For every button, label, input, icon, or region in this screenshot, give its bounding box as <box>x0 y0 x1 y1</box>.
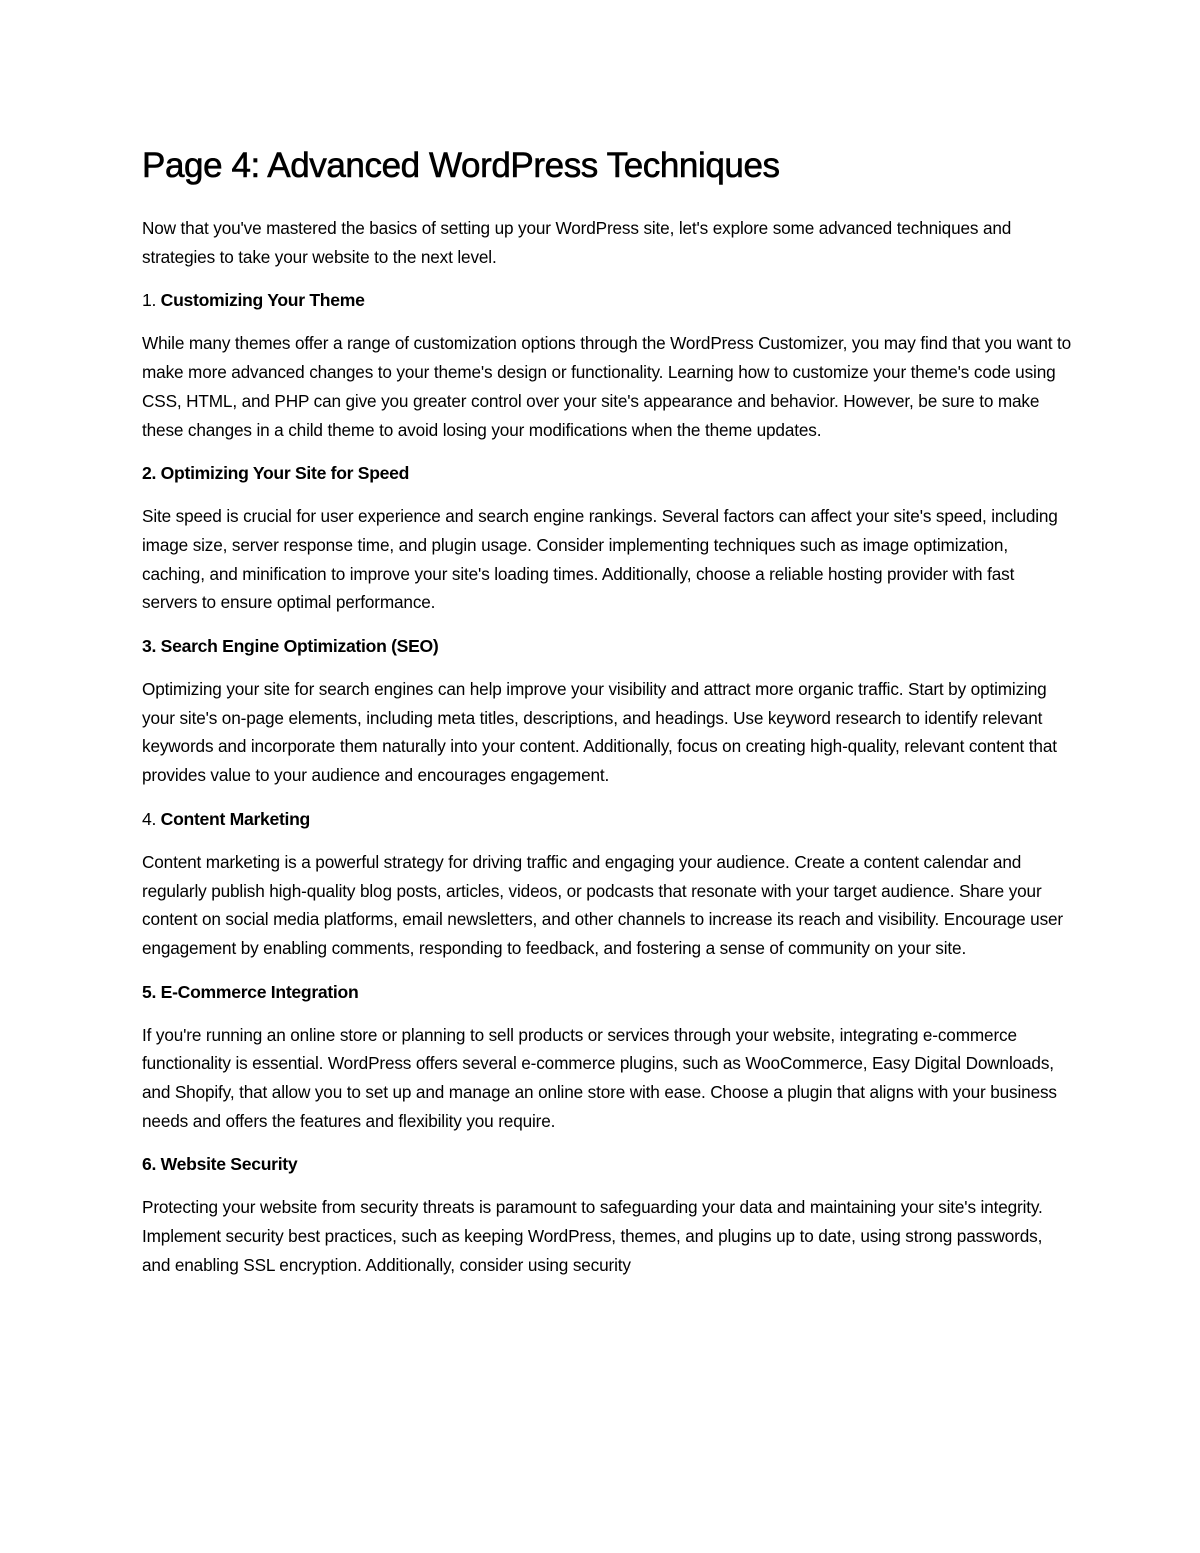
section-heading <box>142 286 1072 314</box>
section-heading <box>142 1150 1072 1178</box>
section-number: 3. <box>142 636 157 657</box>
section-number: 5. <box>142 981 157 1002</box>
page-title: Page 4: Advanced WordPress Techniques <box>142 146 780 185</box>
section-body: Optimizing your site for search engines can help improve your visibility and attract more organic traffic. Start by optimizing your site's on-page elements, including meta titles, descriptions, and headings. Use keyword research to identify relevant keywords and incorporate them naturally into your content. Additionally, focus on creating high-quality, relevant content that provides value to your audience and encourages engagement. <box>142 679 1057 786</box>
section-body: Site speed is crucial for user experience and search engine rankings. Several factors can affect your site's speed, including image size, server response time, and plugin usage. Consider implementing techniques such as image optimization, caching, and minification to improve your site's loading times. Additionally, choose a reliable hosting provider with fast servers to ensure optimal performance. <box>142 506 1058 613</box>
section-heading-text: Search Engine Optimization (SEO) <box>160 636 439 657</box>
intro-paragraph: Now that you've mastered the basics of setting up your WordPress site, let's explore some advanced techniques and strategies to take your website to the next level. <box>142 218 1012 267</box>
section-heading <box>142 978 1072 1006</box>
section-heading-text: Customizing Your Theme <box>160 290 365 311</box>
section-number: 1. <box>142 290 157 311</box>
section-heading <box>142 459 1072 487</box>
section-number: 6. <box>142 1154 157 1175</box>
section-body: If you're running an online store or planning to sell products or services through your website, integrating e-commerce functionality is essential. WordPress offers several e-commerce plugins, such as WooCommerce, Easy Digital Downloads, and Shopify, that allow you to set up and manage an online store with ease. Choose a plugin that aligns with your business needs and offers the features and flexibility you require. <box>142 1024 1057 1131</box>
section-heading <box>142 805 1072 833</box>
section-5 <box>142 978 1072 1136</box>
section-number: 4. <box>142 808 157 829</box>
section-heading-text: Optimizing Your Site for Speed <box>160 463 410 484</box>
section-heading <box>142 632 1072 660</box>
section-heading-text: Content Marketing <box>160 808 311 829</box>
section-3 <box>142 632 1072 790</box>
document-page <box>142 140 1072 1295</box>
section-4 <box>142 805 1072 963</box>
section-body: Content marketing is a powerful strategy for driving traffic and engaging your audience. Create a content calendar and regularly publish high-quality blog posts, articles, videos, or podcasts that resonate with your target audience. Share your content on social media platforms, email newsletters, and other channels to increase its reach and visibility. Encourage user engagement by enabling comments, responding to feedback, and fostering a sense of community on your site. <box>142 851 1063 958</box>
section-body: While many themes offer a range of customization options through the WordPress Customizer, you may find that you want to make more advanced changes to your theme's design or functionality. Learning how to customize your theme's code using CSS, HTML, and PHP can give you greater control over your site's appearance and behavior. However, be sure to make these changes in a child theme to avoid losing your modifications when the theme updates. <box>142 333 1072 440</box>
section-2 <box>142 459 1072 617</box>
section-heading-text: Website Security <box>160 1154 298 1175</box>
section-body: Protecting your website from security threats is paramount to safeguarding your data and maintaining your site's integrity. Implement security best practices, such as keeping WordPress, themes, and plugins up to date, using strong passwords, and enabling SSL encryption. Additionally, consider using security <box>142 1197 1043 1275</box>
section-number: 2. <box>142 463 157 484</box>
section-heading-text: E-Commerce Integration <box>160 981 359 1002</box>
section-6 <box>142 1150 1072 1279</box>
section-1 <box>142 286 1072 444</box>
